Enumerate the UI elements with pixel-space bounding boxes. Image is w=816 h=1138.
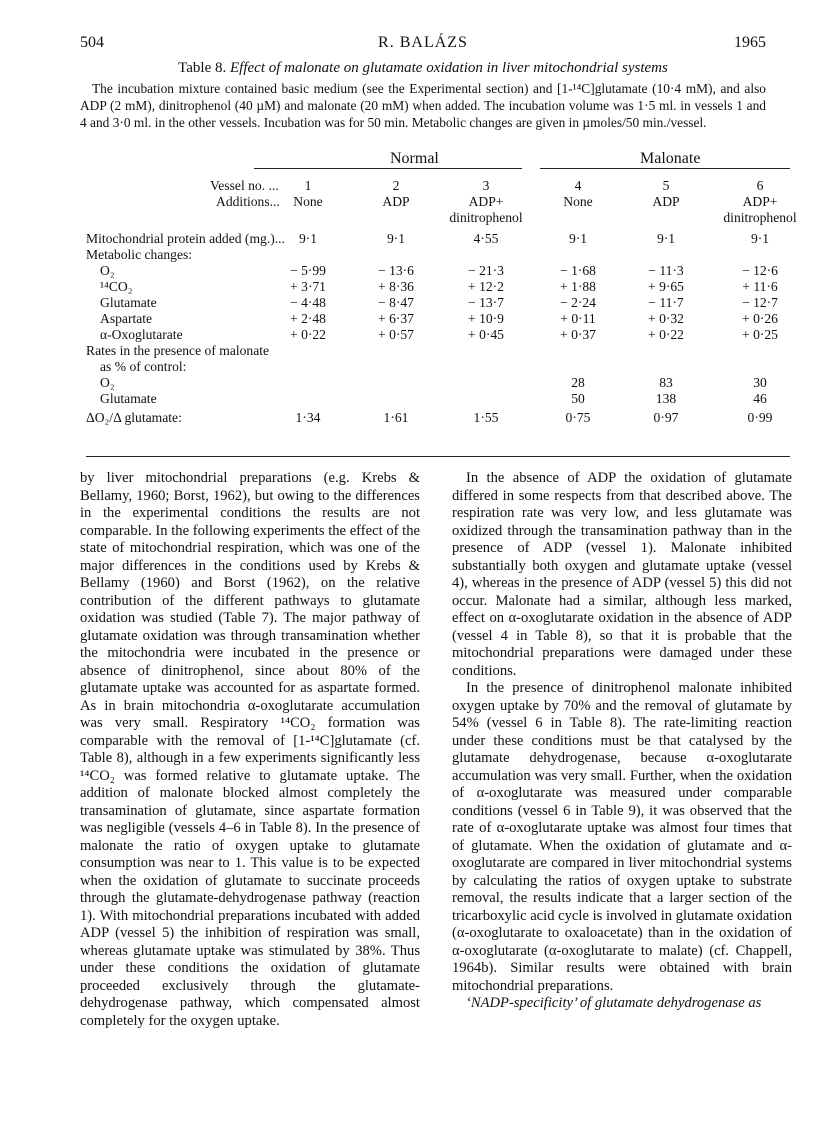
table-cell: 9·1 [568,231,588,246]
addition-line2: dinitrophenol [449,210,523,225]
table-cell: + 0·25 [742,327,778,342]
running-header [80,34,766,54]
table-cell: 1·55 [473,410,499,425]
left-paragraph: by liver mitochondrial preparations (e.g. Krebs & Bellamy, 1960; Borst, 1962), but owing to the differences in the experimental conditions the results are not comparable. In the following experiments the effect of the state of mitochondrial respiration, which was one of the major differences in the conditions used by Krebs & Bellamy (1960) and Borst (1962), on the relative contribution of the different pathways to glutamate oxidation was studied (Table 7). The major pathway of glutamate oxidation was through transamination whether the mitochondria were incubated in the presence or absence of dinitrophenol, since about 80% of the glutamate uptake was accounted for as aspartate formed. As in brain mitochondria α-oxoglutarate accumulation was very small. Respiratory ¹⁴CO₂ formation was comparable with the removal of [1-¹⁴C]glutamate (cf. Table 8), although in a few experiments significantly less ¹⁴CO₂ was formed relative to glutamate uptake. The addition of malonate blocked almost completely the transamination of glutamate, since aspartate formation was negligible (vessels 4–6 in Table 8). In the presence of malonate the ratio of oxygen uptake to glutamate consumption was near to 1. This value is to be expected when the oxidation of glutamate to succinate proceeds through the glutamate-dehydrogenase pathway (reaction 1). With mitochondrial preparations incubated with added ADP (vessel 5) the inhibition of respiration was small, whereas glutamate uptake was stimulated by 38%. Thus under these conditions the oxidation of glutamate proceeded exclusively through the glutamate-dehydrogenase pathway, which compensated almost completely for the oxygen uptake. [80,470,420,1029]
page-number: 504 [80,34,104,51]
table-cell: + 6·37 [378,311,414,326]
table-cell: − 11·7 [648,295,684,310]
row-label: Glutamate [100,295,157,310]
table-cell: − 11·3 [648,263,684,278]
table-cell: 9·1 [298,231,318,246]
table-cell: + 11·6 [742,279,778,294]
row-label: Rates in the presence of malonate [86,343,270,358]
addition: ADP+ [468,194,504,209]
table-cell: 83 [659,375,673,390]
table-cell: − 12·6 [742,263,778,278]
table-cell: + 0·57 [378,327,414,342]
table-cell: + 0·37 [560,327,596,342]
table-cell: + 0·32 [648,311,684,326]
addition: None [293,194,323,209]
table-cell: + 9·65 [648,279,684,294]
table-cell: 4·55 [473,231,499,246]
table-cell: − 2·24 [560,295,596,310]
addition: None [563,194,593,209]
vessel-number: 4 [574,178,582,193]
addition: ADP [652,194,680,209]
row-label: ΔO₂/Δ glutamate: [86,410,182,425]
table-cell: 28 [571,375,585,390]
table-cell: − 1·68 [560,263,596,278]
table-cell: + 0·22 [290,327,326,342]
row-label: O₂ [100,263,115,278]
table-cell: − 4·48 [290,295,326,310]
row-label: O₂ [100,375,115,390]
table-cell: 9·1 [750,231,770,246]
running-author: R. BALÁZS [378,34,468,51]
right-paragraph: ‘NADP-specificity’ of glutamate dehydrogenase as [466,995,762,1011]
year: 1965 [734,34,766,51]
table-cell: + 10·9 [468,311,504,326]
vessel-number: 2 [392,178,400,193]
right-column [452,470,792,1013]
left-column [80,470,420,1030]
table-cell: + 0·22 [648,327,684,342]
row-label: α-Oxoglutarate [100,327,183,342]
row-label: as % of control: [100,359,187,374]
table-cell: − 8·47 [378,295,414,310]
group-normal: Normal [390,150,439,167]
table-cell: + 0·11 [560,311,596,326]
table-label: Table 8. [178,60,227,76]
vessel-label: Vessel no. ... [210,178,279,193]
table-cell: − 13·7 [468,295,504,310]
table-cell: − 13·6 [378,263,414,278]
row-label: Metabolic changes: [86,247,193,262]
table-cell: − 12·7 [742,295,778,310]
table-cell: 1·34 [295,410,321,425]
table-cell: 0·99 [747,410,773,425]
table-cell: 50 [571,391,585,406]
addition: ADP+ [742,194,778,209]
vessel-number: 5 [662,178,670,193]
addition-line2: dinitrophenol [723,210,797,225]
table-bottom-rule [86,456,790,457]
normal-rule [254,168,522,169]
row-label: Mitochondrial protein added (mg.)... [86,231,285,246]
table-cell: 0·97 [653,410,679,425]
additions-label: Additions... [216,194,280,209]
row-label: Aspartate [100,311,153,326]
table-cell: 46 [753,391,767,406]
table-cell: 138 [655,391,677,406]
addition: ADP [382,194,410,209]
table-cell: + 2·48 [290,311,326,326]
table-cell: 9·1 [386,231,406,246]
row-label: Glutamate [100,391,157,406]
table-cell: 1·61 [383,410,409,425]
group-malonate: Malonate [640,150,701,167]
table-cell: 30 [753,375,767,390]
malonate-rule [540,168,790,169]
table-cell: 9·1 [656,231,676,246]
table-caption [80,60,766,77]
vessel-number: 6 [756,178,764,193]
table-cell: + 3·71 [290,279,326,294]
table-cell: + 12·2 [468,279,504,294]
table-cell: 0·75 [565,410,591,425]
table-title: Effect of malonate on glutamate oxidation in liver mitochondrial systems [230,60,668,76]
row-label: ¹⁴CO₂ [100,279,133,294]
right-paragraph: In the absence of ADP the oxidation of glutamate differed in some respects from that described above. The respiration rate was very low, and less glutamate was oxidized through the transamination pathway than in the presence of ADP (vessel 1). Malonate inhibited substantially both oxygen and glutamate uptake (vessel 4), whereas in the presence of ADP (vessel 5) this did not occur. Malonate had a similar, although less marked, effect on α-oxoglutarate oxidation in the absence of ADP (vessel 4 in Table 8), so that it is probable that the mitochondrial preparations were damaged under these conditions. [452,470,792,679]
table-cell: + 1·88 [560,279,596,294]
table-note: The incubation mixture contained basic medium (see the Experimental section) and [1-¹⁴C]glutamate (10·4 mM), and also ADP (2 mM), dinitrophenol (40 µM) and malonate (20 mM) when added. The incubation volume was 1·5 ml. in vessels 1 and 4 and 3·0 ml. in the other vessels. Incubation was for 50 min. Metabolic changes are given in µmoles/50 min./vessel. [80,81,766,130]
vessel-number: 3 [482,178,490,193]
table-cell: + 0·26 [742,311,778,326]
table-cell: + 0·45 [468,327,504,342]
vessel-number: 1 [304,178,312,193]
right-paragraph: In the presence of dinitrophenol malonate inhibited oxygen uptake by 70% and the removal of glutamate by 54% (vessel 6 in Table 8). The rate-limiting reaction under these conditions must be that catalysed by the glutamate dehydrogenase, because α-oxoglutarate accumulation was very small. Further, when the oxidation of α-oxoglutarate was measured under comparable conditions (vessel 6 in Table 9), it was observed that the rate of α-oxoglutarate uptake was almost four times that of glutamate. When the oxidation of glutamate and α-oxoglutarate are compared in liver mitochondrial systems by calculating the ratios of oxygen uptake to substrate removal, the results indicate that a larger section of the tricarboxylic acid cycle is involved in glutamate oxidation (α-oxoglutarate to oxaloacetate) than in the oxidation of α-oxoglutarate (α-oxoglutarate to malate) (cf. Chappell, 1964b). Similar results were obtained with brain mitochondrial preparations. [452,680,793,994]
table-cell: − 5·99 [290,263,326,278]
table-cell: − 21·3 [468,263,504,278]
table-cell: + 8·36 [378,279,414,294]
